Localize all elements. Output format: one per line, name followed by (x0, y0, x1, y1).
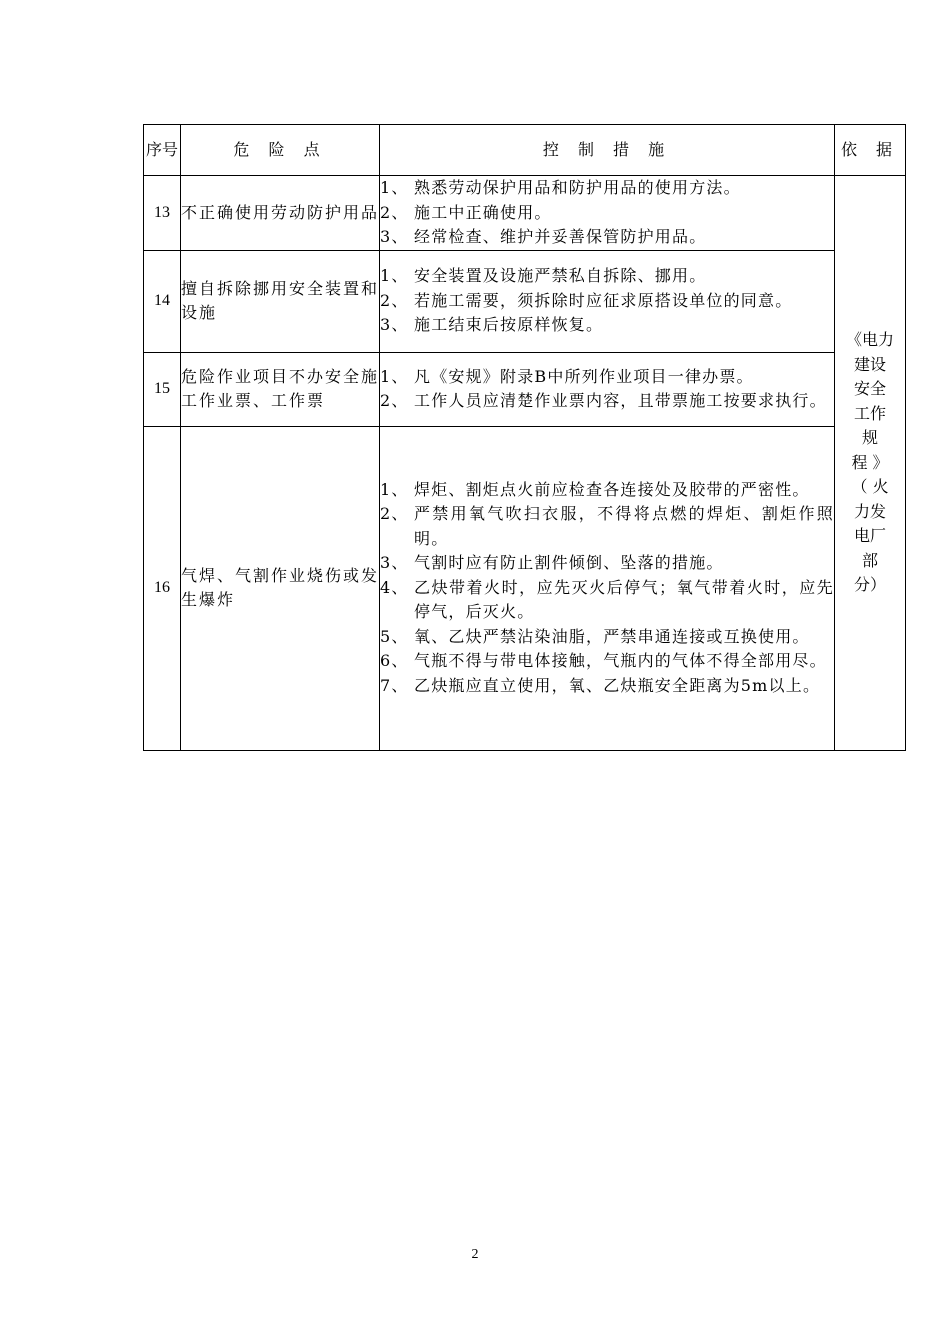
measure-item (380, 313, 834, 338)
measure-number: 2、 (380, 504, 409, 524)
basis-line: 分） (853, 575, 886, 594)
measure-item (380, 674, 834, 699)
measure-item (380, 289, 834, 314)
hazard-cell: 不正确使用劳动防护用品 (181, 176, 380, 251)
measure-text: 严禁用氧气吹扫衣服，不得将点燃的焊炬、割炬作照明。 (414, 504, 834, 548)
measure-text: 氧、乙炔严禁沾染油脂，严禁串通连接或互换使用。 (414, 626, 810, 646)
table-row (144, 176, 906, 251)
header-hazard: 危 险 点 (181, 125, 380, 176)
measure-number: 4、 (380, 577, 409, 597)
measure-number: 3、 (380, 553, 409, 573)
measure-number: 5、 (380, 626, 409, 646)
basis-line: 建设 (853, 354, 886, 374)
basis-line: 部 (861, 550, 878, 570)
measure-text: 工作人员应清楚作业票内容，且带票施工按要求执行。 (414, 391, 827, 410)
basis-line: 规 (861, 428, 878, 447)
basis-line: （ 火 (851, 477, 889, 496)
measure-text: 凡《安规》附录B中所列作业项目一律办票。 (414, 366, 754, 386)
measure-item (380, 478, 834, 503)
measure-number: 1、 (380, 178, 409, 197)
measure-text: 气瓶不得与带电体接触，气瓶内的气体不得全部用尽。 (414, 651, 827, 671)
header-basis: 依 据 (835, 125, 906, 176)
measures-cell (380, 176, 835, 251)
measure-number: 2、 (380, 202, 409, 222)
basis-line: 安全 (853, 379, 886, 398)
measures-cell (380, 426, 835, 750)
measure-text: 安全装置及设施严禁私自拆除、挪用。 (414, 266, 707, 286)
measure-item (380, 502, 834, 551)
measure-number: 1、 (380, 479, 409, 499)
row-number: 16 (144, 426, 181, 750)
hazard-cell: 擅自拆除挪用安全装置和设施 (181, 250, 380, 352)
basis-line: 电厂 (853, 526, 886, 545)
measure-item (380, 576, 834, 625)
basis-cell (835, 176, 906, 751)
measure-item (380, 389, 834, 414)
header-no: 序号 (144, 125, 181, 176)
header-measures: 控 制 措 施 (380, 125, 835, 176)
measure-item (380, 225, 834, 250)
basis-line: 力发 (853, 501, 886, 521)
measures-cell (380, 352, 835, 426)
measure-number: 6、 (380, 651, 409, 671)
measures-cell (380, 250, 835, 352)
measure-item (380, 176, 834, 201)
row-number: 14 (144, 250, 181, 352)
measure-text: 施工结束后按原样恢复。 (414, 315, 604, 335)
measure-number: 7、 (380, 675, 409, 695)
measure-text: 焊炬、割炬点火前应检查各连接处及胶带的严密性。 (414, 479, 810, 499)
measure-item (380, 264, 834, 289)
measure-item (380, 201, 834, 226)
measure-item (380, 649, 834, 674)
measure-text: 乙炔瓶应直立使用，氧、乙炔瓶安全距离为5m以上。 (414, 675, 821, 695)
measure-number: 1、 (380, 366, 409, 386)
measure-text: 熟悉劳动保护用品和防护用品的使用方法。 (414, 178, 741, 197)
measure-text: 若施工需要，须拆除时应征求原搭设单位的同意。 (414, 290, 793, 310)
measure-text: 施工中正确使用。 (414, 202, 552, 222)
hazard-cell: 危险作业项目不办安全施工作业票、工作票 (181, 352, 380, 426)
page-number: 2 (471, 1247, 479, 1262)
measure-item (380, 365, 834, 390)
measure-number: 3、 (380, 227, 409, 246)
hazard-control-table (143, 124, 906, 751)
row-number: 15 (144, 352, 181, 426)
basis-line: 程 》 (851, 452, 889, 472)
row-number: 13 (144, 176, 181, 251)
table-header-row (144, 125, 906, 176)
basis-line: 《电力 (845, 330, 894, 349)
measure-text: 经常检查、维护并妥善保管防护用品。 (414, 227, 707, 246)
table-row (144, 250, 906, 352)
measure-text: 气割时应有防止割件倾倒、坠落的措施。 (414, 553, 724, 573)
measure-number: 3、 (380, 315, 409, 335)
basis-line: 工作 (853, 403, 886, 423)
measure-item (380, 551, 834, 576)
hazard-cell: 气焊、气割作业烧伤或发生爆炸 (181, 426, 380, 750)
table-row (144, 352, 906, 426)
measure-text: 乙炔带着火时，应先灭火后停气；氧气带着火时，应先停气，后灭火。 (414, 577, 834, 622)
measure-item (380, 625, 834, 650)
measure-number: 2、 (380, 290, 409, 310)
measure-number: 2、 (380, 391, 409, 410)
measure-number: 1、 (380, 266, 409, 286)
table-row (144, 426, 906, 750)
